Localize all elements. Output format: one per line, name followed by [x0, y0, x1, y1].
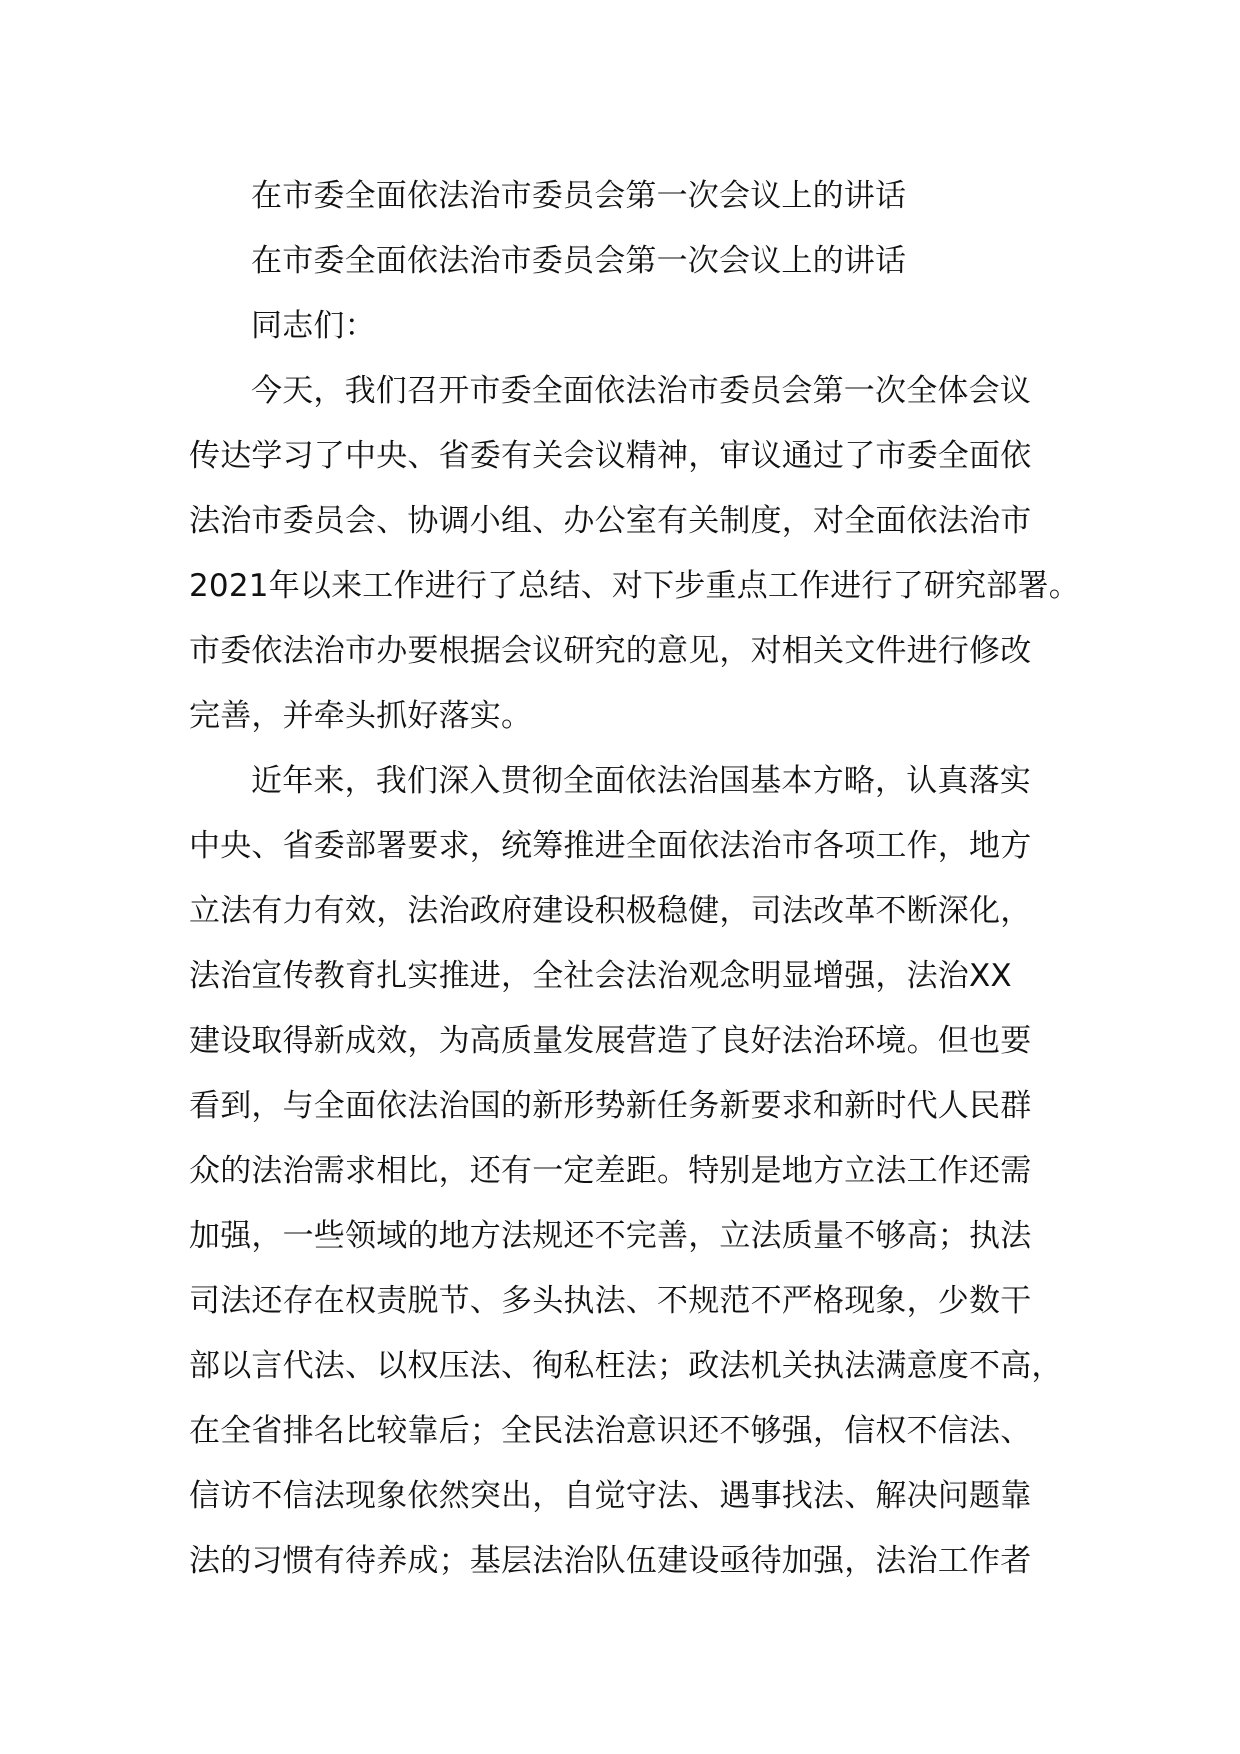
paragraph-line: 法的习惯有待养成；基层法治队伍建设亟待加强，法治工作者 [189, 1543, 1032, 1579]
paragraph-line: 立法有力有效，法治政府建设积极稳健，司法改革不断深化， [189, 893, 1032, 929]
paragraph-line: 传达学习了中央、省委有关会议精神，审议通过了市委全面依 [189, 438, 1032, 474]
paragraph-line: 完善，并牵头抓好落实。 [189, 698, 533, 734]
paragraph-line: 2021年以来工作进行了总结、对下步重点工作进行了研究部署。 [189, 568, 1080, 604]
paragraph-line: 建设取得新成效，为高质量发展营造了良好法治环境。但也要 [189, 1023, 1032, 1059]
paragraph-line: 中央、省委部署要求，统筹推进全面依法治市各项工作，地方 [189, 828, 1032, 864]
paragraph-line: 法治宣传教育扎实推进，全社会法治观念明显增强，法治XX [189, 958, 1012, 994]
document-subtitle: 在市委全面依法治市委员会第一次会议上的讲话 [251, 243, 907, 279]
paragraph-line: 近年来，我们深入贯彻全面依法治国基本方略，认真落实 [251, 763, 1031, 799]
document-title: 在市委全面依法治市委员会第一次会议上的讲话 [251, 178, 907, 214]
paragraph-line: 加强，一些领域的地方法规还不完善，立法质量不够高；执法 [189, 1218, 1032, 1254]
paragraph-line: 众的法治需求相比，还有一定差距。特别是地方立法工作还需 [189, 1153, 1032, 1189]
paragraph-line: 部以言代法、以权压法、徇私枉法；政法机关执法满意度不高， [189, 1348, 1063, 1384]
paragraph-line: 今天，我们召开市委全面依法治市委员会第一次全体会议 [251, 373, 1031, 409]
paragraph-line: 看到，与全面依法治国的新形势新任务新要求和新时代人民群 [189, 1088, 1032, 1124]
paragraph-line: 司法还存在权责脱节、多头执法、不规范不严格现象，少数干 [189, 1283, 1032, 1319]
salutation: 同志们： [251, 308, 376, 344]
paragraph-line: 市委依法治市办要根据会议研究的意见，对相关文件进行修改 [189, 633, 1032, 669]
paragraph-line: 信访不信法现象依然突出，自觉守法、遇事找法、解决问题靠 [189, 1478, 1032, 1514]
paragraph-line: 法治市委员会、协调小组、办公室有关制度，对全面依法治市 [189, 503, 1032, 539]
paragraph-line: 在全省排名比较靠后；全民法治意识还不够强，信权不信法、 [189, 1413, 1032, 1449]
